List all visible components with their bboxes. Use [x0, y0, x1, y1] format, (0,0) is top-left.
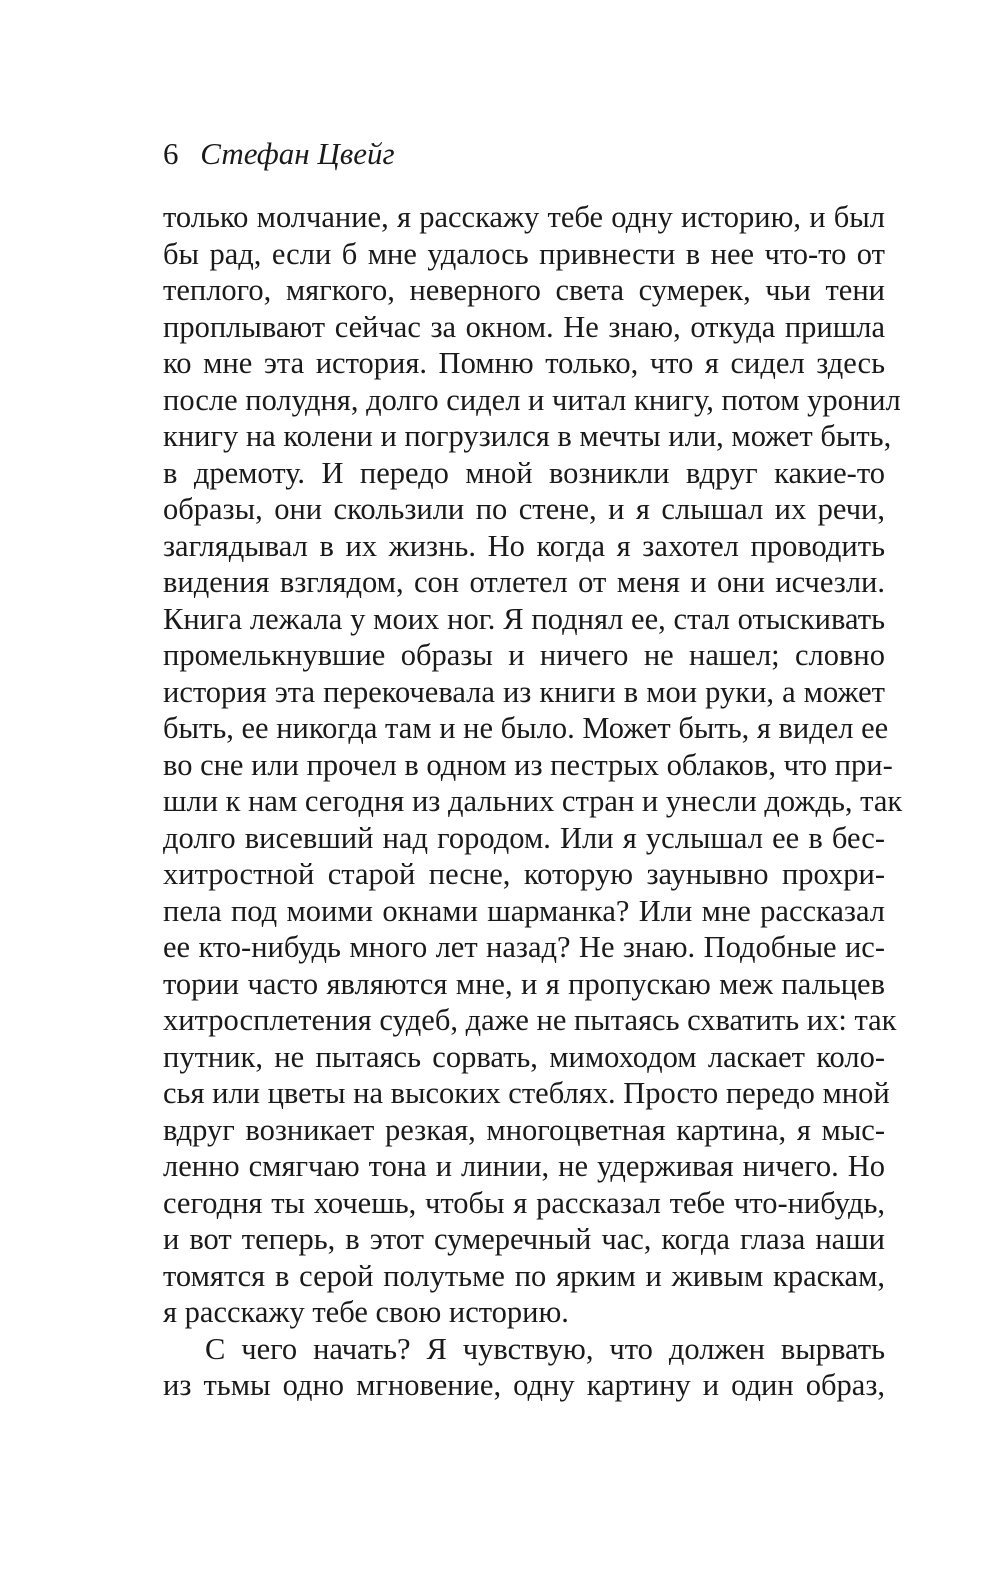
text-line: быть, ее никогда там и не было. Может быть, я видел ее: [163, 711, 889, 745]
paragraph-start-line: С чего начать? Я чувствую, что должен вырвать: [205, 1331, 885, 1366]
text-line: вдруг возникает резкая, многоцветная картина, я мыс-: [163, 1112, 885, 1147]
text-line: книгу на колени и погрузился в мечты или, может быть,: [163, 419, 892, 453]
text-line: ленно смягчаю тона и линии, не удерживая ничего. Но: [163, 1149, 885, 1183]
text-line: теплого, мягкого, неверного света сумерек, чьи тени: [163, 273, 885, 307]
text-line: шли к нам сегодня из дальних стран и унесли дождь, так: [163, 784, 903, 818]
text-line: из тьмы одно мгновение, одну картину и один образ,: [163, 1368, 885, 1402]
text-line: проплывают сейчас за окном. Не знаю, откуда пришла: [163, 309, 885, 344]
text-line: история эта перекочевала из книги в мои руки, а может: [163, 674, 885, 709]
running-head: [163, 134, 395, 174]
text-line: образы, они скользили по стене, и я слышал их речи,: [163, 492, 885, 526]
text-line: во сне или прочел в одном из пестрых облаков, что при-: [163, 747, 893, 782]
text-line: после полудня, долго сидел и читал книгу, потом уронил: [163, 382, 901, 417]
text-line: хитростной старой песне, которую заунывно прохри-: [163, 857, 885, 891]
text-line: промелькнувшие образы и ничего не нашел; словно: [163, 638, 885, 672]
text-line: бы рад, если б мне удалось привнести в нее что-то от: [163, 236, 885, 271]
text-line: тории часто являются мне, и я пропускаю меж пальцев: [163, 966, 885, 1001]
text-line: видения взглядом, сон отлетел от меня и они исчезли.: [163, 565, 885, 599]
body-text: [163, 199, 903, 1404]
text-line: сья или цветы на высоких стеблях. Просто передо мной: [163, 1076, 890, 1110]
text-line: ко мне эта история. Помню только, что я сидел здесь: [163, 346, 885, 380]
text-line: Книга лежала у моих ног. Я поднял ее, стал отыскивать: [163, 601, 885, 636]
text-line: сегодня ты хочешь, чтобы я рассказал тебе что-нибудь,: [163, 1185, 885, 1220]
text-line: долго висевший над городом. Или я услышал ее в бес-: [163, 820, 885, 855]
paragraph-end-line: я расскажу тебе свою историю.: [163, 1295, 569, 1329]
text-line: только молчание, я расскажу тебе одну историю, и был: [163, 200, 885, 234]
text-line: хитросплетения судеб, даже не пытаясь схватить их: так: [163, 1003, 897, 1037]
text-line: в дремоту. И передо мной возникли вдруг какие-то: [163, 455, 885, 490]
text-line: путник, не пытаясь сорвать, мимоходом ласкает коло-: [163, 1039, 885, 1074]
text-line: томятся в серой полутьме по ярким и живым краскам,: [163, 1258, 885, 1293]
page-number: 6: [163, 136, 179, 171]
text-line: заглядывал в их жизнь. Но когда я захотел проводить: [163, 528, 885, 563]
text-line: пела под моими окнами шарманка? Или мне рассказал: [163, 893, 885, 928]
text-line: и вот теперь, в этот сумеречный час, когда глаза наши: [163, 1222, 885, 1256]
text-line: ее кто-нибудь много лет назад? Не знаю. Подобные ис-: [163, 930, 885, 964]
running-head-author: Стефан Цвейг: [200, 136, 395, 171]
